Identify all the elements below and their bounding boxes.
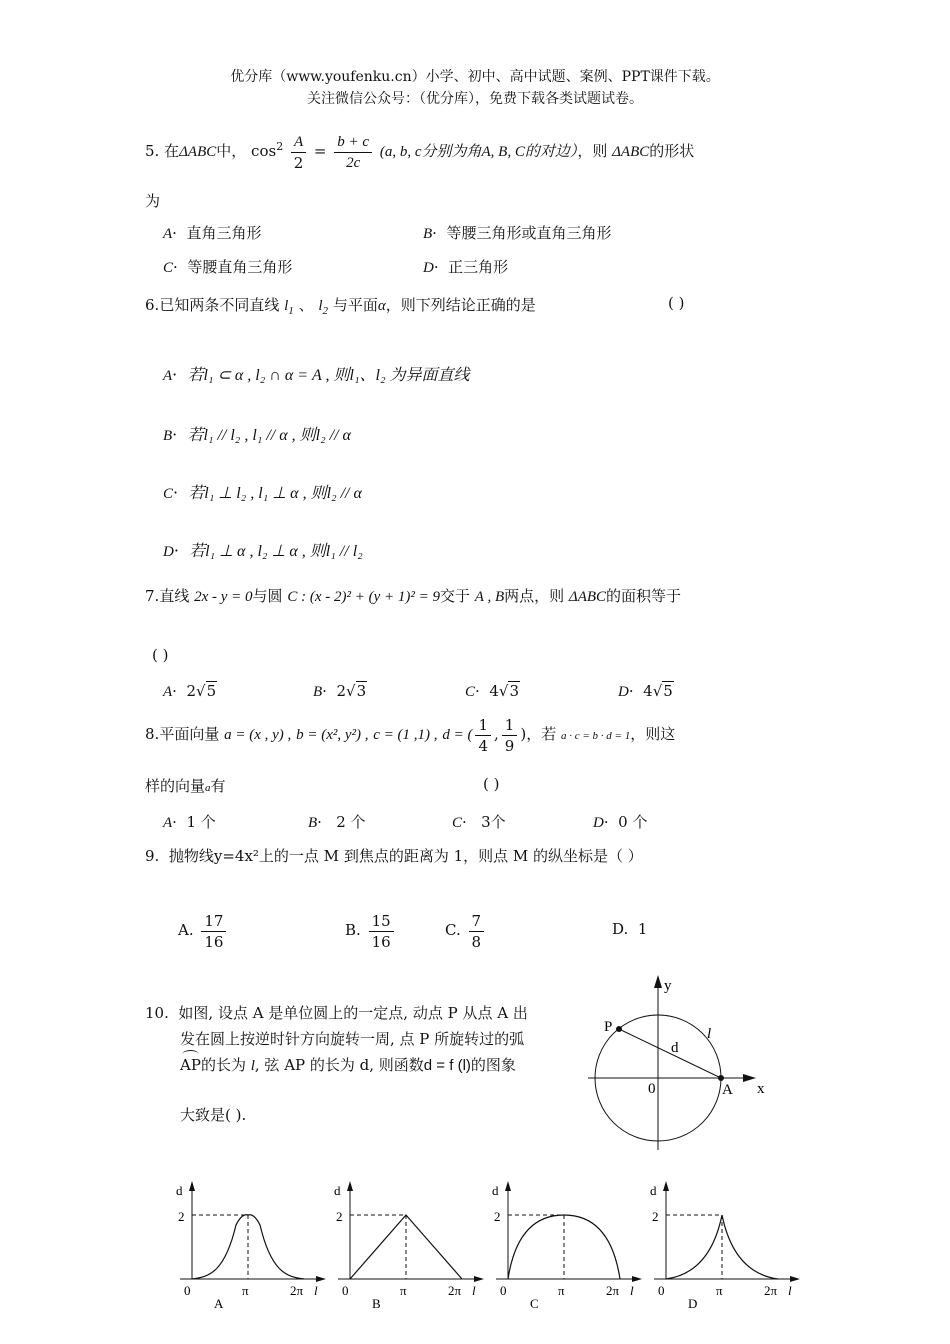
y-axis-arrow (654, 975, 662, 988)
graph-b-d: d (334, 1183, 341, 1198)
q8-option-a: A· 1 个 (163, 813, 216, 831)
graph-a-name: A (214, 1296, 224, 1311)
question-8: 8.平面向量 a = (x , y) , b = (x², y²) , c = (1 ,1) , d = ( $\frac{1}{4}$ , $\frac{1}{9}$ )，若 a · c = b · d = 1，则这 (145, 715, 676, 755)
q10-line-2: 发在圆上按逆时针方向旋转一周, 点 P 所旋转过的弧 (180, 1030, 525, 1048)
graph-b-pi: π (400, 1283, 407, 1298)
q5-note: (a, b, c分别为角A, B, C的对边） (379, 144, 578, 160)
q8-option-c: C· 3个 (452, 813, 506, 831)
label-x: x (757, 1081, 765, 1097)
q6-l1: $l_1$ (284, 298, 294, 317)
q7-option-b: B· 2√3 (313, 682, 367, 700)
q7-line-eq: 2x - y = 0 (194, 589, 253, 605)
graph-b-twopi: 2π (448, 1283, 462, 1298)
x-axis-arrow (743, 1074, 756, 1082)
q5-in: 在 (164, 142, 180, 160)
q6-option-c: C· 若l₁ ⊥ l₂ , l₁ ⊥ α , 则l₂ // α (163, 483, 362, 502)
graph-a-l: l (314, 1283, 318, 1298)
q8-line-2: 样的向量a有 (145, 777, 226, 795)
q5-den-a: 2 (293, 153, 304, 172)
q8-paren: ( ) (483, 775, 500, 793)
header-line-1: 优分库（www.youfenku.cn）小学、初中、高中试题、案例、PPT课件下载。 (230, 69, 720, 85)
graph-d-name: D (688, 1296, 698, 1311)
q8-vec-b: b = (x², y²) , (296, 727, 369, 743)
q8-option-b: B· 2 个 (308, 813, 366, 831)
q5-num-b: b + c (334, 132, 372, 153)
graph-d-d: d (650, 1183, 657, 1198)
q9-option-b: B. $\frac{15}{16}$ (345, 908, 397, 952)
graph-d-pi: π (716, 1283, 723, 1298)
q6-paren: ( ) (668, 294, 685, 312)
q5-tail-2: 为 (145, 192, 161, 210)
graph-c-d: d (492, 1183, 499, 1198)
q8-vec-d: d = ( (442, 727, 473, 743)
q7-option-c: C· 4√3 (465, 682, 519, 700)
q5-option-c: C· 等腰直角三角形 (163, 258, 293, 276)
graph-d-twopi: 2π (764, 1283, 778, 1298)
q7-option-a: A· 2√5 (163, 682, 217, 700)
q8-vec-c: c = (1 ,1) , (373, 727, 438, 743)
q5-number: 5. (145, 142, 160, 160)
graph-b-name: B (372, 1296, 381, 1311)
q6-alpha: α (377, 298, 386, 314)
label-a: A (722, 1082, 733, 1098)
graph-b-l: l (472, 1283, 476, 1298)
q9-option-a: A. $\frac{17}{16}$ (178, 908, 229, 952)
q5-option-a: A· 直角三角形 (163, 224, 262, 242)
label-y: y (664, 978, 672, 994)
graph-a-twopi: 2π (290, 1283, 304, 1298)
q7-circle-eq: C : (x - 2)² + (y + 1)² = 9 (287, 589, 440, 605)
q5-fraction-b (334, 132, 372, 173)
q5-option-b: B· 等腰三角形或直角三角形 (423, 224, 612, 242)
q8-vec-a: a = (x , y) , (224, 727, 292, 743)
q5-num-a: A (291, 132, 306, 153)
graph-c-l: l (630, 1283, 634, 1298)
graph-a-d: d (176, 1183, 183, 1198)
graph-d (650, 1181, 800, 1311)
q10-line-4: 大致是( ). (180, 1106, 247, 1124)
graph-a (176, 1181, 326, 1311)
question-9: 9. 抛物线y=4x²上的一点 M 到焦点的距离为 1，则点 M 的纵坐标是（ ） (145, 847, 643, 865)
unit-circle-diagram (580, 970, 780, 1155)
q6-option-a: A· 若l₁ ⊂ α , l₂ ∩ α = A , 则l₁、l₂ 为异面直线 (163, 365, 470, 384)
question-7: 7.直线 2x - y = 0与圆 C : (x - 2)² + (y + 1)² = 9交于 A , B两点，则 ΔABC的面积等于 (145, 587, 682, 605)
question-5 (145, 124, 694, 175)
q5-triangle-2: ΔABC (612, 144, 650, 160)
q8-condition: a · c = b · d = 1 (561, 730, 631, 742)
graph-b-two: 2 (336, 1209, 343, 1224)
q10-line-3: AP的长为 l, 弦 AP 的长为 d, 则函数d = f (l)的图象 (180, 1054, 516, 1075)
q7-option-d: D· 4√5 (618, 682, 673, 700)
q6-option-b: B· 若l₁ // l₂ , l₁ // α , 则l₂ // α (163, 425, 351, 444)
graph-b (334, 1181, 484, 1311)
graph-c-name: C (530, 1296, 539, 1311)
point-p (616, 1026, 622, 1032)
q6-option-d: D· 若l₁ ⊥ α , l₂ ⊥ α , 则l₁ // l₂ (163, 541, 363, 560)
graph-d-two: 2 (652, 1209, 659, 1224)
graph-c-twopi: 2π (606, 1283, 620, 1298)
q5-middle: 中， (216, 142, 247, 160)
label-d: d (671, 1040, 679, 1056)
graph-c-zero: 0 (500, 1283, 507, 1298)
q5-power: 2 (276, 140, 284, 153)
q5-tail: 的形状 (649, 142, 695, 160)
q7-triangle: ΔABC (568, 589, 607, 605)
graph-a-two: 2 (178, 1209, 185, 1224)
point-a (718, 1075, 724, 1081)
q5-option-d: D· 正三角形 (423, 258, 509, 276)
graph-c-pi: π (558, 1283, 565, 1298)
q9-option-d: D. 1 (612, 920, 648, 938)
label-l: l (707, 1026, 712, 1042)
graph-c (492, 1181, 642, 1311)
q8-option-d: D· 0 个 (593, 813, 648, 831)
q9-option-c: C. $\frac{7}{8}$ (445, 908, 487, 952)
header-line-2: 关注微信公众号：（优分库），免费下载各类试题试卷。 (307, 91, 643, 107)
answer-graphs (170, 1175, 820, 1315)
q5-then: ，则 (577, 142, 608, 160)
q8-frac-1: $\frac{1}{4}$ (475, 715, 491, 756)
q5-den-b: 2c (346, 154, 361, 171)
q5-cos: cos (251, 142, 277, 160)
graph-a-zero: 0 (184, 1283, 191, 1298)
q5-triangle: ΔABC (179, 144, 217, 160)
graph-c-two: 2 (494, 1209, 501, 1224)
q8-frac-2: $\frac{1}{9}$ (502, 715, 518, 756)
label-p: P (604, 1019, 613, 1035)
label-origin: 0 (648, 1081, 656, 1097)
q7-paren: ( ) (152, 646, 169, 664)
graph-a-pi: π (242, 1283, 249, 1298)
q5-fraction-a (291, 132, 306, 173)
q10-line-1: 10. 如图, 设点 A 是单位圆上的一定点, 动点 P 从点 A 出 (145, 1004, 528, 1022)
question-6: 6.已知两条不同直线 $l_1$ 、 $l_2$ 与平面α，则下列结论正确的是 (145, 296, 536, 317)
graph-d-zero: 0 (658, 1283, 665, 1298)
q7-points: A , B (474, 589, 505, 605)
graph-b-zero: 0 (342, 1283, 349, 1298)
graph-d-l: l (788, 1283, 792, 1298)
q10-arc: AP (180, 1056, 201, 1074)
q5-eq: = (313, 142, 327, 160)
q6-l2: $l_2$ (318, 298, 329, 317)
